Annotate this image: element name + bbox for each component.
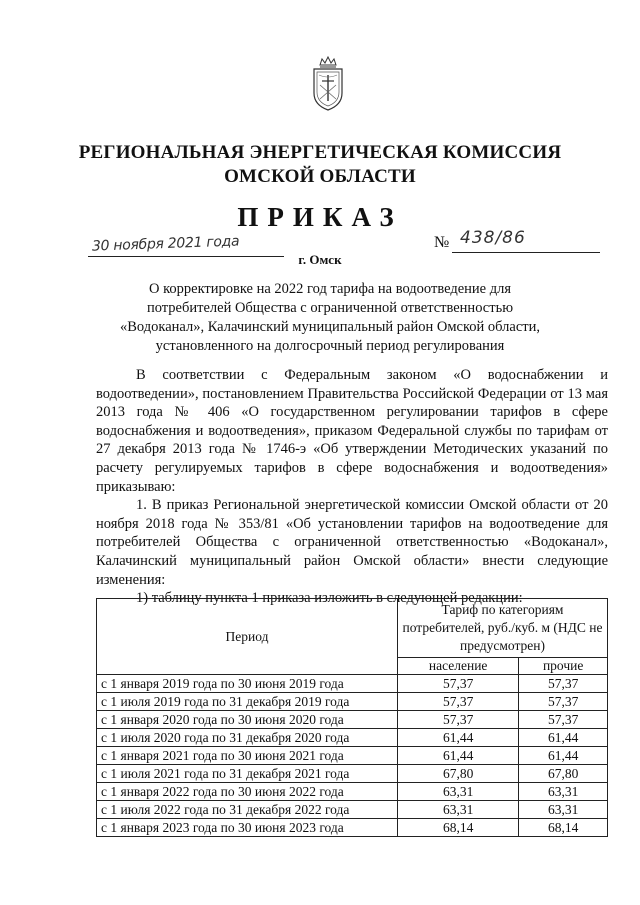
table-row	[97, 801, 608, 819]
handwritten-date: 30 ноября 2021 года	[91, 233, 240, 255]
other-value-cell: 67,80	[519, 765, 608, 783]
number-label: №	[434, 234, 450, 251]
org-name-line2: ОМСКОЙ ОБЛАСТИ	[224, 166, 416, 187]
table-row	[97, 711, 608, 729]
population-value-cell: 57,37	[398, 711, 519, 729]
period-cell: с 1 июля 2022 года по 31 декабря 2022 года	[97, 801, 398, 819]
other-value-cell: 61,44	[519, 747, 608, 765]
table-row	[97, 783, 608, 801]
period-cell: с 1 июля 2021 года по 31 декабря 2021 года	[97, 765, 398, 783]
period-cell: с 1 января 2020 года по 30 июня 2020 года	[97, 711, 398, 729]
other-value-cell: 61,44	[519, 729, 608, 747]
population-value-cell: 57,37	[398, 693, 519, 711]
body-paragraph-1: В соответствии с Федеральным законом «О водоснабжении и водоотведении», постановлением Правительства Российской Федерации от 13 мая 2013 года № 406 «О государственном регулировании тарифов в сфере водоснабжения и водоотведения», приказом Федеральной службы по тарифам от 27 декабря 2013 года № 1746-э «Об утверждении Методических указаний по расчету регулируемых тарифов в сфере водоснабжения и водоотведения» приказываю:	[96, 367, 608, 495]
other-value-cell: 57,37	[519, 711, 608, 729]
population-value-cell: 61,44	[398, 729, 519, 747]
population-value-cell: 63,31	[398, 783, 519, 801]
population-value-cell: 63,31	[398, 801, 519, 819]
population-value-cell: 61,44	[398, 747, 519, 765]
city-label: г. Омск	[298, 252, 342, 267]
document-type-title: ПРИКАЗ	[237, 202, 403, 232]
period-cell: с 1 января 2021 года по 30 июня 2021 года	[97, 747, 398, 765]
other-column-header: прочие	[519, 658, 608, 675]
handwritten-number: 438/86	[460, 228, 526, 248]
population-value-cell: 67,80	[398, 765, 519, 783]
omsk-coat-of-arms-icon	[308, 55, 348, 111]
table-row	[97, 747, 608, 765]
population-value-cell: 68,14	[398, 819, 519, 837]
population-value-cell: 57,37	[398, 675, 519, 693]
body-paragraph-2: 1. В приказ Региональной энергетической комиссии Омской области от 20 ноября 2018 года № 353/81 «Об установлении тарифов на водоотведение для потребителей Общества с ограниченной ответственностью «Водоканал», Калачинский муниципальный район Омской области» внести следующие изменения:	[96, 497, 608, 588]
period-cell: с 1 января 2019 года по 30 июня 2019 года	[97, 675, 398, 693]
tariff-table	[96, 598, 608, 837]
other-value-cell: 63,31	[519, 801, 608, 819]
period-cell: с 1 января 2023 года по 30 июня 2023 года	[97, 819, 398, 837]
period-cell: с 1 июля 2019 года по 31 декабря 2019 года	[97, 693, 398, 711]
body-paragraph-3: 1) таблицу пункта 1 приказа изложить в следующей редакции:	[136, 590, 523, 607]
other-value-cell: 57,37	[519, 675, 608, 693]
category-column-header: Тариф по категориям потребителей, руб./куб. м (НДС не предусмотрен)	[398, 599, 608, 658]
org-name-line1: РЕГИОНАЛЬНАЯ ЭНЕРГЕТИЧЕСКАЯ КОМИССИЯ	[78, 142, 562, 163]
period-cell: с 1 января 2022 года по 30 июня 2022 года	[97, 783, 398, 801]
tariff-table-body	[97, 675, 608, 837]
population-column-header: население	[398, 658, 519, 675]
other-value-cell: 63,31	[519, 783, 608, 801]
other-value-cell: 68,14	[519, 819, 608, 837]
table-row	[97, 693, 608, 711]
period-column-header: Период	[97, 599, 398, 675]
table-row	[97, 675, 608, 693]
order-body	[96, 366, 608, 608]
table-row	[97, 819, 608, 837]
other-value-cell: 57,37	[519, 693, 608, 711]
table-row	[97, 765, 608, 783]
order-subject: О корректировке на 2022 год тарифа на водоотведение для потребителей Общества с ограниченной ответственностью «Водоканал», Калачинский муниципальный район Омской области, установленного на долгосрочный период регулирования	[120, 281, 540, 354]
table-row	[97, 729, 608, 747]
period-cell: с 1 июля 2020 года по 31 декабря 2020 года	[97, 729, 398, 747]
